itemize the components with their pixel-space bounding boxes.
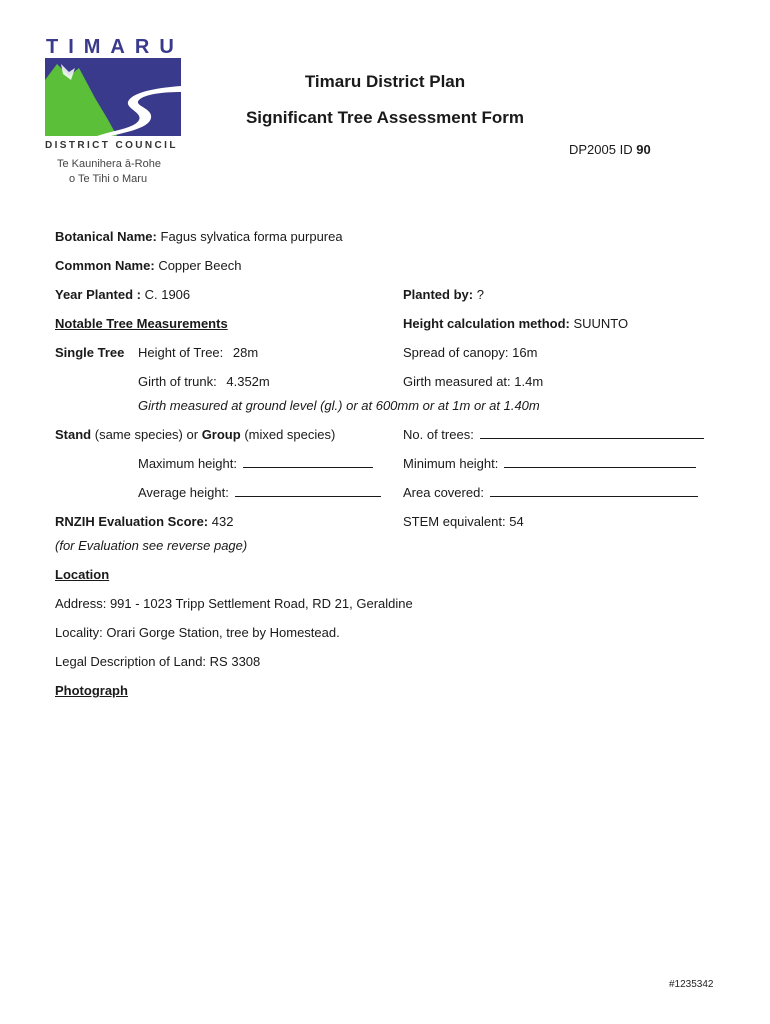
height-of-tree-value: 28m — [232, 345, 259, 360]
stand-paren: (same species) or — [94, 427, 199, 442]
rnzih-label: RNZIH Evaluation Score: — [55, 514, 209, 529]
min-height-label: Minimum height: — [403, 456, 499, 471]
avg-height-field[interactable] — [235, 485, 381, 497]
no-trees-field[interactable] — [480, 427, 704, 439]
address-label: Address: — [55, 596, 107, 611]
planted-by-label: Planted by: — [403, 287, 474, 302]
girth-measured-label: Girth measured at: — [403, 374, 511, 389]
stand-group-row — [55, 427, 335, 442]
legal-description-value: RS 3308 — [209, 654, 261, 669]
area-covered-row — [403, 485, 698, 500]
height-method-value: SUUNTO — [573, 316, 629, 331]
year-planted-label: Year Planted : — [55, 287, 141, 302]
min-height-row — [403, 456, 696, 471]
max-height-field[interactable] — [243, 456, 373, 468]
spread-row — [403, 345, 537, 360]
no-trees-row — [403, 427, 704, 442]
area-covered-label: Area covered: — [403, 485, 484, 500]
botanical-name-value: Fagus sylvatica forma purpurea — [160, 229, 343, 244]
girth-measured-value: 1.4m — [514, 374, 544, 389]
document-subtitle: Significant Tree Assessment Form — [245, 108, 525, 127]
girth-note: Girth measured at ground level (gl.) or at 600mm or at 1m or at 1.40m — [138, 398, 540, 413]
address-row — [55, 596, 413, 611]
common-name-value: Copper Beech — [158, 258, 242, 273]
logo-maori-line-1: Te Kaunihera ā-Rohe — [57, 158, 161, 170]
planted-by-row — [403, 287, 484, 302]
rnzih-value: 432 — [211, 514, 234, 529]
logo-council-text: DISTRICT COUNCIL — [45, 140, 178, 151]
year-planted-value: C. 1906 — [144, 287, 191, 302]
group-label: Group — [201, 427, 241, 442]
document-id — [569, 142, 651, 157]
document-title: Timaru District Plan — [304, 72, 466, 91]
location-heading: Location — [55, 567, 110, 582]
botanical-name-row — [55, 229, 343, 244]
locality-row — [55, 625, 340, 640]
stem-label: STEM equivalent: — [403, 514, 506, 529]
planted-by-value: ? — [476, 287, 484, 302]
botanical-name-label: Botanical Name: — [55, 229, 157, 244]
legal-description-row — [55, 654, 260, 669]
max-height-row — [138, 456, 373, 471]
address-value: 991 - 1023 Tripp Settlement Road, RD 21, Geraldine — [109, 596, 413, 611]
avg-height-row — [138, 485, 381, 500]
spread-value: 16m — [512, 345, 538, 360]
notable-measurements-heading: Notable Tree Measurements — [55, 316, 228, 331]
locality-label: Locality: — [55, 625, 103, 640]
footer-reference: #1235342 — [669, 979, 714, 990]
area-covered-field[interactable] — [490, 485, 698, 497]
girth-measured-row — [403, 374, 543, 389]
girth-row — [138, 374, 270, 389]
height-of-tree-label: Height of Tree: — [138, 345, 224, 360]
spread-label: Spread of canopy: — [403, 345, 509, 360]
logo-wordmark: TIMARU — [46, 36, 184, 58]
photograph-heading: Photograph — [55, 683, 128, 698]
min-height-field[interactable] — [504, 456, 696, 468]
avg-height-label: Average height: — [138, 485, 229, 500]
year-planted-row — [55, 287, 190, 302]
rnzih-row — [55, 514, 233, 529]
height-of-tree-row — [138, 345, 258, 360]
stem-row — [403, 514, 524, 529]
single-tree-label: Single Tree — [55, 345, 125, 360]
common-name-row — [55, 258, 241, 273]
evaluation-note: (for Evaluation see reverse page) — [55, 538, 248, 553]
locality-value: Orari Gorge Station, tree by Homestead. — [106, 625, 340, 640]
girth-label: Girth of trunk: — [138, 374, 217, 389]
height-method-row — [403, 316, 628, 331]
stem-value: 54 — [509, 514, 524, 529]
max-height-label: Maximum height: — [138, 456, 237, 471]
girth-value: 4.352m — [226, 374, 270, 389]
no-trees-label: No. of trees: — [403, 427, 474, 442]
group-paren: (mixed species) — [244, 427, 336, 442]
id-value: 90 — [636, 142, 651, 157]
stand-label: Stand — [55, 427, 92, 442]
height-method-label: Height calculation method: — [403, 316, 570, 331]
legal-description-label: Legal Description of Land: — [55, 654, 207, 669]
id-label: DP2005 ID — [569, 142, 633, 157]
common-name-label: Common Name: — [55, 258, 155, 273]
logo-maori-line-2: o Te Tihi o Maru — [69, 173, 148, 185]
